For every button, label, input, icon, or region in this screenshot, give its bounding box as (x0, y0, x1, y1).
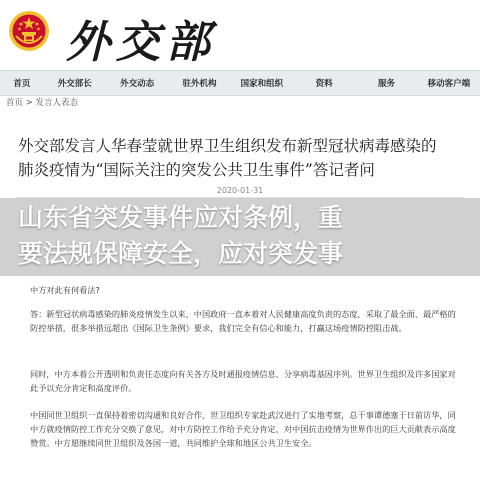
article-title-line-2: 肺炎疫情为“国际关注的突发公共卫生事件”答记者问 (18, 161, 375, 179)
main-nav (0, 70, 480, 96)
overlay-line-2: 要法规保障安全，应对突发事 (18, 239, 344, 268)
nav-item-countries[interactable]: 国家和组织 (240, 79, 284, 89)
nav-item-minister[interactable]: 外交部长 (57, 79, 92, 89)
nav-item-mobile-client[interactable]: 移动客户端 (427, 79, 471, 89)
article-paragraph: 答：新型冠状病毒感染的肺炎疫情发生以来，中国政府一直本着对人民健康高度负责的态度，采取了最全面、最严格的防控举措，很多举措远超出《国际卫生条例》要求，我们完全有信心和能力，打赢这场疫情防控阻击战。 (30, 309, 456, 333)
article-question: 中方对此有何看法? (30, 285, 100, 295)
article-title-line-1: 外交部发言人华春莹就世界卫生组织发布新型冠状病毒感染的 (18, 137, 437, 155)
national-emblem-icon[interactable] (8, 10, 50, 52)
article-date: 2020-01-31 (216, 186, 264, 195)
article-paragraph: 同时，中方本着公开透明和负责任态度向有关各方及时通报疫情信息、分享病毒基因序列。世界卫生组织及许多国家对此予以充分肯定和高度评价。 (30, 369, 456, 393)
overlay-line-1: 山东省突发事件应对条例，重 (18, 203, 344, 232)
nav-item-missions[interactable]: 驻外机构 (182, 79, 217, 89)
headline-overlay-text (18, 200, 474, 272)
breadcrumb-home[interactable]: 首页 (6, 98, 24, 108)
article-title (18, 134, 468, 182)
breadcrumb (6, 96, 78, 108)
nav-item-news[interactable]: 外交动态 (120, 79, 155, 89)
article-paragraph: 中国同世卫组织一直保持着密切沟通和良好合作，世卫组织专家赴武汉进行了实地考察，总干事谭德塞于日前访华，同中方就疫情防控工作充分交换了意见，对中方防控工作给予充分肯定，对中国抗击疫情为世界作出的巨大贡献表示高度赞赏。中方愿继续同世卫组织及各国一道，共同维护全球和地区公共卫生安全。 (30, 410, 456, 448)
nav-item-services[interactable]: 服务 (378, 79, 396, 89)
breadcrumb-section[interactable]: 发言人表态 (35, 98, 79, 108)
nav-item-home[interactable]: 首页 (13, 79, 31, 89)
nav-item-resources[interactable]: 资料 (315, 79, 333, 89)
breadcrumb-separator: > (23, 98, 36, 108)
site-header (0, 0, 480, 70)
site-name[interactable]: 外交部 (66, 17, 216, 68)
